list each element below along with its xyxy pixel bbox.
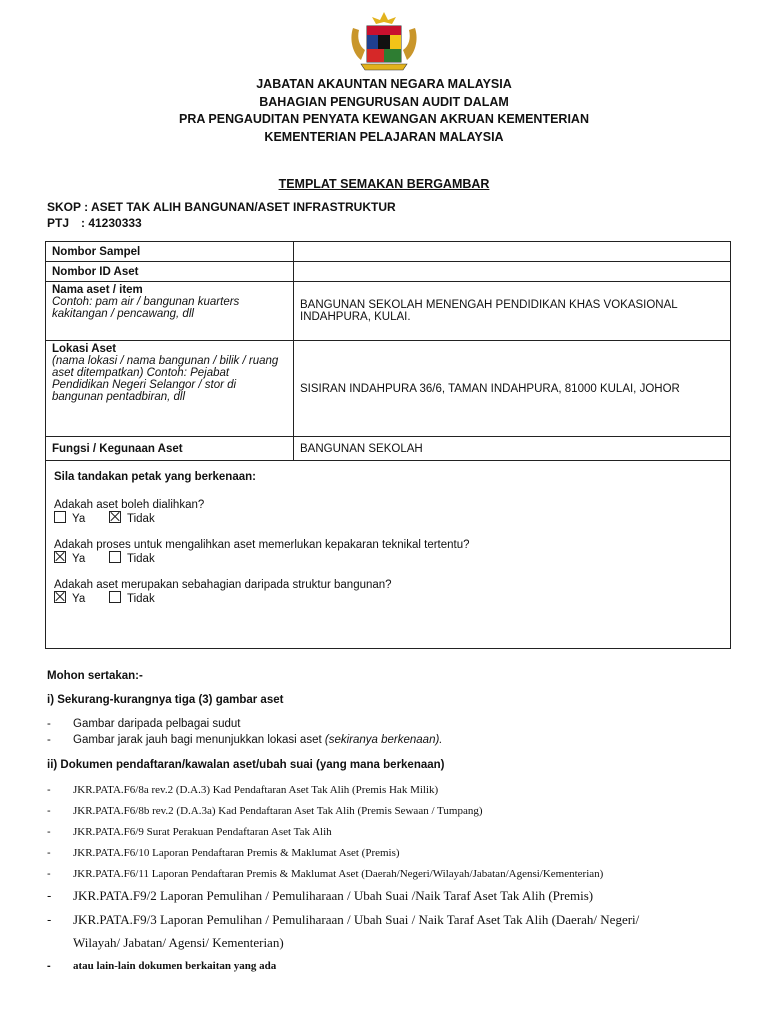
q1-tidak-label: Tidak (127, 513, 155, 525)
section2-title: ii) Dokumen pendaftaran/kawalan aset/ubah suai (yang mana berkenaan) (47, 759, 445, 771)
doc-item-2-text: JKR.PATA.F6/8b rev.2 (D.A.3a) Kad Pendaftaran Aset Tak Alih (Premis Sewaan / Tumpang) (73, 805, 483, 817)
ptj-label: PTJ (47, 216, 70, 230)
q2-tidak-label: Tidak (127, 553, 155, 565)
lokasi-label: Lokasi Aset (52, 343, 117, 355)
doc-item-7: - JKR.PATA.F9/3 Laporan Pemulihan / Pemuliharaan / Ubah Suai / Naik Taraf Aset Tak Alih (Daerah/ Negeri/ (47, 912, 640, 927)
lokasi-hint: (nama lokasi / nama bangunan / bilik / ruang aset ditempatkan) Contoh: Pejabat Pendidikan Negeri Selangor / stor di bangunan pentadbiran, dll (52, 355, 279, 403)
q3-tidak-label: Tidak (127, 593, 155, 605)
doc-item-7-text: JKR.PATA.F9/3 Laporan Pemulihan / Pemuliharaan / Ubah Suai / Naik Taraf Aset Tak Alih (Daerah/ Negeri/ (73, 912, 640, 927)
q3-ya-checkbox[interactable] (54, 591, 66, 603)
skop-line: SKOP : ASET TAK ALIH BANGUNAN/ASET INFRASTRUKTUR (47, 200, 396, 214)
doc-item-2: - JKR.PATA.F6/8b rev.2 (D.A.3a) Kad Pendaftaran Aset Tak Alih (Premis Sewaan / Tumpang) (47, 805, 483, 817)
q2-ya-checkbox[interactable] (54, 551, 66, 563)
row-checklist (46, 461, 731, 649)
question-2: Adakah proses untuk mengalihkan aset memerlukan kepakaran teknikal tertentu? (54, 539, 470, 551)
doc-item-1: - JKR.PATA.F6/8a rev.2 (D.A.3) Kad Pendaftaran Aset Tak Alih (Premis Hak Milik) (47, 784, 439, 796)
nama-aset-cell (46, 282, 294, 341)
nombor-id-label: Nombor ID Aset (46, 262, 294, 282)
fungsi-value: BANGUNAN SEKOLAH (294, 437, 731, 461)
header-line-3: PRA PENGAUDITAN PENYATA KEWANGAN AKRUAN KEMENTERIAN (179, 112, 589, 126)
row-fungsi (46, 437, 731, 461)
doc-item-3: - JKR.PATA.F6/9 Surat Perakuan Pendaftaran Aset Tak Alih (47, 826, 332, 838)
doc-item-4-text: JKR.PATA.F6/10 Laporan Pendaftaran Premis & Maklumat Aset (Premis) (73, 847, 400, 859)
row-lokasi (46, 341, 731, 437)
ptj-line (47, 216, 142, 230)
doc-item-8: - atau lain-lain dokumen berkaitan yang ada (47, 960, 277, 972)
fungsi-label: Fungsi / Kegunaan Aset (46, 437, 294, 461)
lokasi-cell (46, 341, 294, 437)
checklist-cell (46, 461, 731, 649)
document-title: TEMPLAT SEMAKAN BERGAMBAR (278, 177, 490, 191)
question-3-options (54, 591, 724, 605)
q3-tidak-checkbox[interactable] (109, 591, 121, 603)
nama-aset-value: BANGUNAN SEKOLAH MENENGAH PENDIDIKAN KHAS VOKASIONAL INDAHPURA, KULAI. (294, 282, 731, 341)
nombor-sampel-label: Nombor Sampel (46, 242, 294, 262)
doc-item-7-continued: Wilayah/ Jabatan/ Agensi/ Kementerian) (73, 935, 284, 950)
section1-item-2-note: (sekiranya berkenaan). (324, 734, 443, 746)
attachments-heading: Mohon sertakan:- (47, 670, 143, 682)
ptj-value: : 41230333 (81, 216, 142, 230)
doc-item-5-text: JKR.PATA.F6/11 Laporan Pendaftaran Premis & Maklumat Aset (Daerah/Negeri/Wilayah/Jabatan/Agensi/Kementerian) (73, 868, 604, 880)
row-nama-aset (46, 282, 731, 341)
section1-item-1: - Gambar daripada pelbagai sudut (47, 718, 241, 730)
q1-ya-checkbox[interactable] (54, 511, 66, 523)
q2-tidak-checkbox[interactable] (109, 551, 121, 563)
question-1: Adakah aset boleh dialihkan? (54, 499, 205, 511)
nama-aset-hint: Contoh: pam air / bangunan kuarters kakitangan / pencawang, dll (52, 296, 240, 320)
doc-item-8-text: atau lain-lain dokumen berkaitan yang ada (73, 960, 277, 972)
nama-aset-label: Nama aset / item (52, 284, 143, 296)
question-3: Adakah aset merupakan sebahagian daripada struktur bangunan? (54, 579, 392, 591)
row-nombor-sampel (46, 242, 731, 262)
question-1-options (54, 511, 724, 525)
section1-item-1-text: Gambar daripada pelbagai sudut (73, 718, 241, 730)
header-line-4: KEMENTERIAN PELAJARAN MALAYSIA (264, 130, 504, 144)
section1-item-2: - Gambar jarak jauh bagi menunjukkan lokasi aset (sekiranya berkenaan). (47, 734, 443, 746)
header-line-1: JABATAN AKAUNTAN NEGARA MALAYSIA (256, 77, 512, 91)
doc-item-6-text: JKR.PATA.F9/2 Laporan Pemulihan / Pemuliharaan / Ubah Suai /Naik Taraf Aset Tak Alih (Premis) (73, 888, 594, 903)
nombor-id-value (294, 262, 731, 282)
header-line-2: BAHAGIAN PENGURUSAN AUDIT DALAM (259, 95, 509, 109)
q3-ya-label: Ya (72, 593, 86, 605)
row-nombor-id (46, 262, 731, 282)
section1-title: i) Sekurang-kurangnya tiga (3) gambar aset (47, 694, 284, 706)
doc-item-4: - JKR.PATA.F6/10 Laporan Pendaftaran Premis & Maklumat Aset (Premis) (47, 847, 400, 859)
q2-ya-label: Ya (72, 553, 86, 565)
nombor-sampel-value (294, 242, 731, 262)
lokasi-value: SISIRAN INDAHPURA 36/6, TAMAN INDAHPURA, 81000 KULAI, JOHOR (294, 341, 731, 437)
doc-item-3-text: JKR.PATA.F6/9 Surat Perakuan Pendaftaran Aset Tak Alih (73, 826, 332, 838)
section1-item-2-text: Gambar jarak jauh bagi menunjukkan lokasi aset (73, 734, 322, 746)
asset-info-table (45, 241, 731, 649)
coat-of-arms-logo (347, 10, 421, 72)
checklist-instruction: Sila tandakan petak yang berkenaan: (54, 471, 256, 483)
q1-tidak-checkbox[interactable] (109, 511, 121, 523)
doc-item-1-text: JKR.PATA.F6/8a rev.2 (D.A.3) Kad Pendaftaran Aset Tak Alih (Premis Hak Milik) (73, 784, 439, 796)
doc-item-6: - JKR.PATA.F9/2 Laporan Pemulihan / Pemuliharaan / Ubah Suai /Naik Taraf Aset Tak Alih (Premis) (47, 888, 594, 903)
question-2-options (54, 551, 724, 565)
q1-ya-label: Ya (72, 513, 86, 525)
doc-item-5: - JKR.PATA.F6/11 Laporan Pendaftaran Premis & Maklumat Aset (Daerah/Negeri/Wilayah/Jabatan/Agensi/Kementerian) (47, 868, 604, 880)
